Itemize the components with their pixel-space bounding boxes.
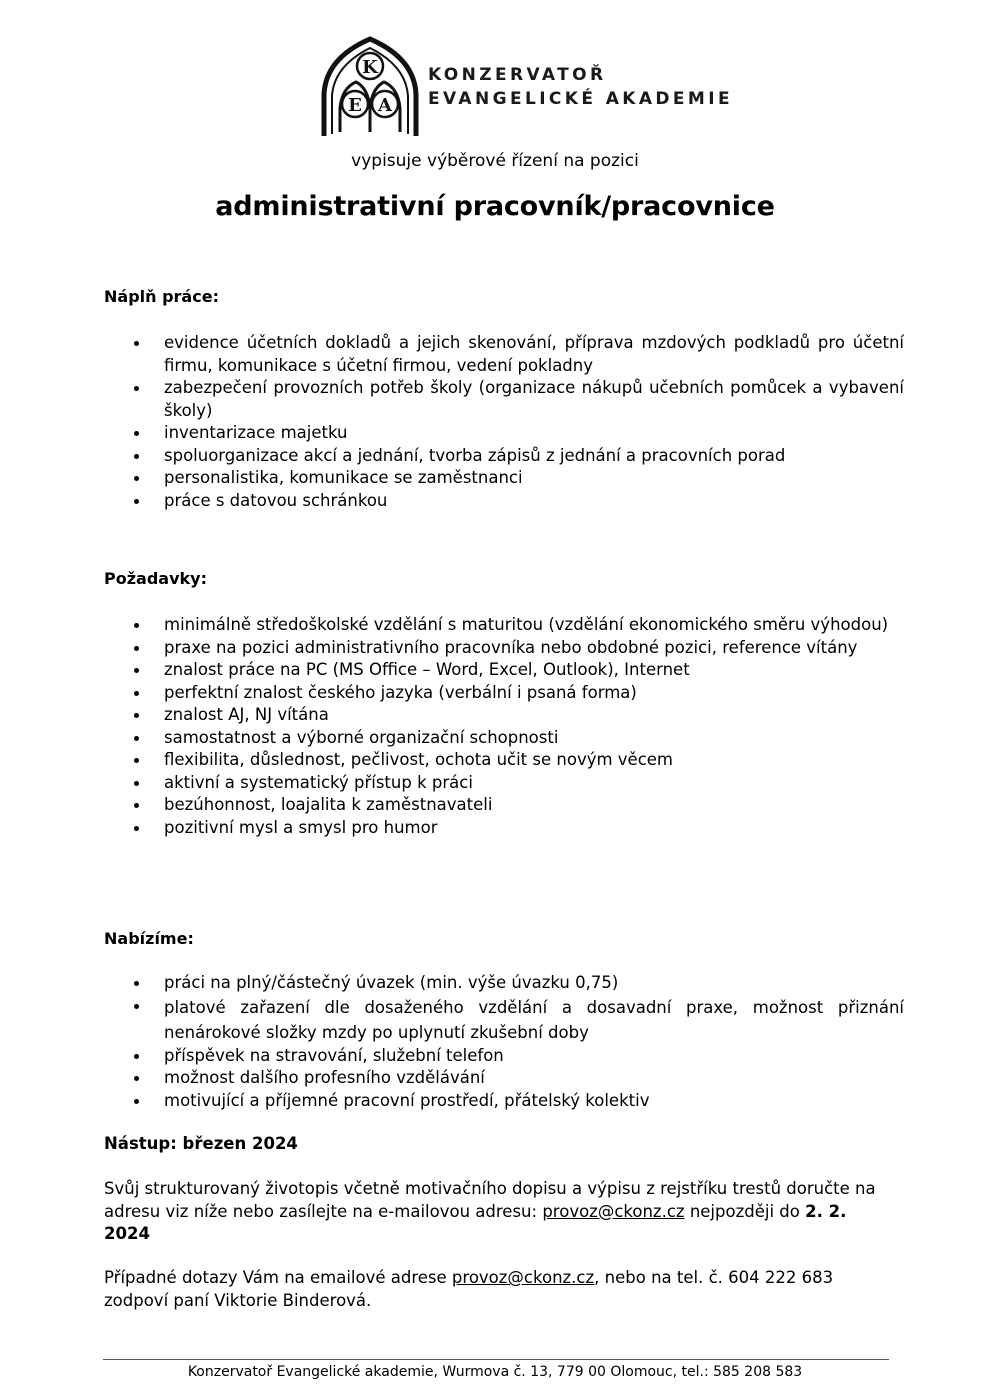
list-item: flexibilita, důslednost, pečlivost, ochota učit se novým věcem bbox=[104, 749, 904, 772]
list-item: bezúhonnost, loajalita k zaměstnavateli bbox=[104, 794, 904, 817]
list-item: motivující a příjemné pracovní prostředí, přátelský kolektiv bbox=[104, 1090, 904, 1113]
page-title: administrativní pracovník/pracovnice bbox=[215, 191, 775, 222]
section-heading-napln: Náplň práce: bbox=[104, 287, 219, 306]
intro-text: vypisuje výběrové řízení na pozici bbox=[351, 151, 639, 171]
logo-letter-a: A bbox=[378, 95, 392, 116]
contact-text: Případné dotazy Vám na emailové adrese bbox=[104, 1268, 452, 1287]
list-item: příspěvek na stravování, služební telefon bbox=[104, 1045, 904, 1068]
list-item: práce s datovou schránkou bbox=[104, 490, 904, 513]
list-item: znalost AJ, NJ vítána bbox=[104, 704, 904, 727]
list-item: personalistika, komunikace se zaměstnanci bbox=[104, 467, 904, 490]
footer-divider bbox=[103, 1359, 889, 1360]
org-name bbox=[428, 63, 733, 111]
contact-text-after: , nebo na tel. č. 604 222 683 zodpoví paní Viktorie Binderová. bbox=[104, 1268, 834, 1310]
list-nabizime bbox=[104, 972, 904, 1112]
list-item: možnost dalšího profesního vzdělávání bbox=[104, 1067, 904, 1090]
section-heading-nabizime: Nabízíme: bbox=[104, 929, 194, 948]
application-email-link[interactable]: provoz@ckonz.cz bbox=[542, 1201, 685, 1221]
list-item: minimálně středoškolské vzdělání s maturitou (vzdělání ekonomického směru výhodou) bbox=[104, 614, 904, 637]
application-paragraph bbox=[104, 1178, 894, 1246]
list-item: samostatnost a výborné organizační schopnosti bbox=[104, 727, 904, 750]
list-item: evidence účetních dokladů a jejich skenování, příprava mzdových podkladů pro účetní firmu, komunikace s účetní firmou, vedení pokladny bbox=[104, 332, 904, 377]
contact-paragraph bbox=[104, 1267, 894, 1312]
logo-letter-e: E bbox=[348, 95, 362, 116]
org-name-line1: KONZERVATOŘ bbox=[428, 65, 607, 85]
contact-email-link[interactable]: provoz@ckonz.cz bbox=[451, 1268, 595, 1287]
list-napln bbox=[104, 332, 904, 512]
list-item: inventarizace majetku bbox=[104, 422, 904, 445]
list-item: zabezpečení provozních potřeb školy (organizace nákupů učebních pomůcek a vybavení školy) bbox=[104, 377, 904, 422]
list-item: pozitivní mysl a smysl pro humor bbox=[104, 817, 904, 840]
org-name-line2: EVANGELICKÉ AKADEMIE bbox=[428, 89, 733, 109]
list-item: aktivní a systematický přístup k práci bbox=[104, 772, 904, 795]
footer-address: Konzervatoř Evangelické akademie, Wurmova č. 13, 779 00 Olomouc, tel.: 585 208 583 bbox=[187, 1364, 803, 1380]
list-item: spoluorganizace akcí a jednání, tvorba zápisů z jednání a pracovních porad bbox=[104, 445, 904, 468]
list-item: práci na plný/částečný úvazek (min. výše úvazku 0,75) bbox=[104, 972, 904, 995]
list-item: platové zařazení dle dosaženého vzdělání a dosavadní praxe, možnost přiznání nenárokové složky mzdy po uplynutí zkušební doby bbox=[104, 995, 904, 1045]
school-emblem-icon bbox=[320, 36, 420, 140]
list-item: perfektní znalost českého jazyka (verbální i psaná forma) bbox=[104, 682, 904, 705]
application-text-after: nejpozději do bbox=[684, 1201, 806, 1221]
application-text: Svůj strukturovaný životopis včetně motivačního dopisu a výpisu z rejstříku trestů doručte na adresu viz níže nebo zasílejte na e-mailovou adresu: bbox=[104, 1179, 876, 1221]
list-pozadavky bbox=[104, 614, 904, 839]
application-deadline: 2. 2. 2024 bbox=[104, 1201, 847, 1243]
list-item: praxe na pozici administrativního pracovníka nebo obdobné pozici, reference vítány bbox=[104, 637, 904, 660]
logo-letter-k: K bbox=[362, 57, 378, 78]
header-logo bbox=[320, 36, 733, 146]
section-heading-pozadavky: Požadavky: bbox=[104, 569, 207, 588]
list-item: znalost práce na PC (MS Office – Word, Excel, Outlook), Internet bbox=[104, 659, 904, 682]
start-date: Nástup: březen 2024 bbox=[104, 1134, 298, 1153]
